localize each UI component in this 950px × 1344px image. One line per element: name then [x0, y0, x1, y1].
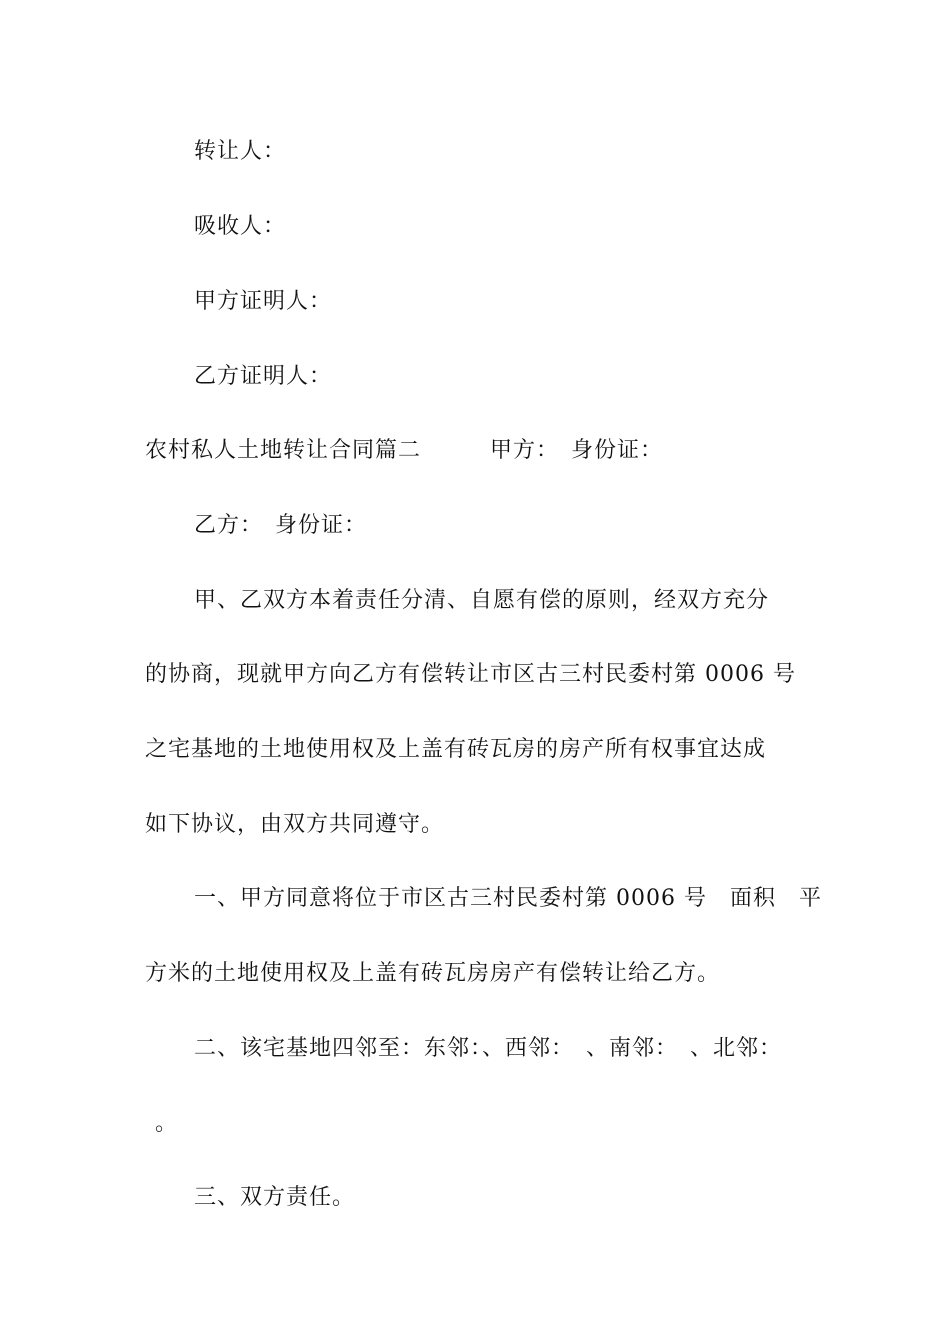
party-b-id-line: 乙方： 身份证： — [194, 513, 368, 538]
party-a-witness-line: 甲方证明人： — [194, 289, 333, 314]
transferor-line: 转让人： — [194, 139, 287, 164]
party-b-witness-line: 乙方证明人： — [194, 364, 333, 389]
paragraph-line: 的协商，现就甲方向乙方有偿转让市区古三村民委村第 0006 号 — [145, 662, 796, 687]
clause-two-line: 二、该宅基地四邻至：东邻：、西邻： 、南邻： 、北邻： — [194, 1036, 783, 1061]
clause-one-continuation: 方米的土地使用权及上盖有砖瓦房房产有偿转让给乙方。 — [145, 961, 721, 986]
clause-two-continuation: 。 — [155, 1111, 179, 1136]
paragraph-line: 甲、乙双方本着责任分清、自愿有偿的原则，经双方充分 — [194, 588, 770, 613]
clause-one-line: 一、甲方同意将位于市区古三村民委村第 0006 号 面积 平 — [194, 886, 822, 911]
paragraph-line: 之宅基地的土地使用权及上盖有砖瓦房的房产所有权事宜达成 — [145, 737, 767, 762]
paragraph-line: 如下协议，由双方共同遵守。 — [145, 812, 445, 837]
clause-three-line: 三、双方责任。 — [194, 1185, 356, 1210]
receiver-line: 吸收人： — [194, 214, 287, 239]
contract-title-line: 农村私人土地转让合同篇二 甲方： 身份证： — [145, 438, 664, 463]
